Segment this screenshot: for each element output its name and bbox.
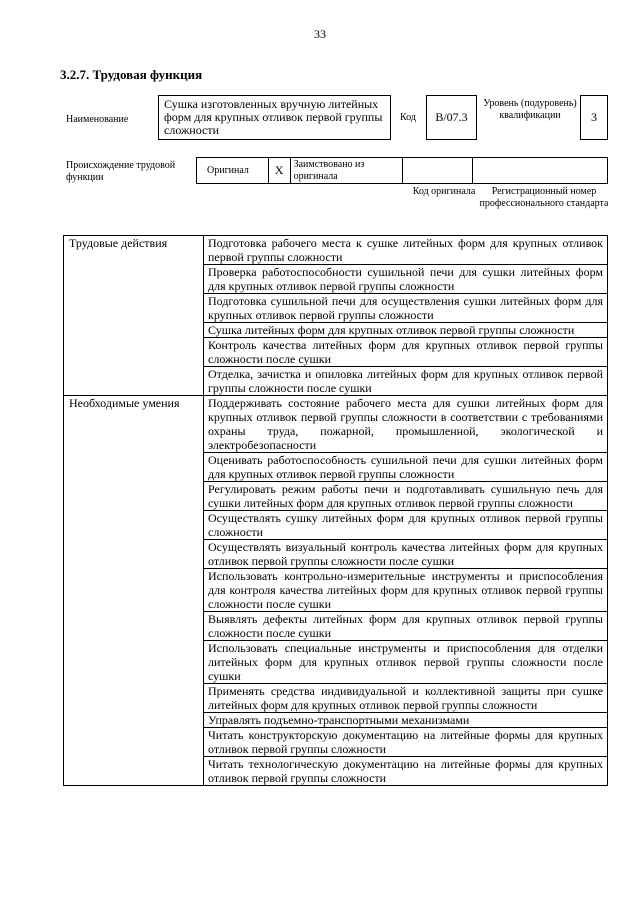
origin-row: [196, 157, 608, 184]
item-cell: Подготовка сушильной печи для осуществления сушки литейных форм для крупных отливок первой группы сложности: [204, 294, 608, 323]
item-cell: Поддерживать состояние рабочего места для сушки литейных форм для крупных отливок первой группы сложности в соответствии с требованиями охраны труда, пожарной, промышленной, экологической и электробезопасности: [204, 396, 608, 453]
registration-number-cell: [473, 158, 607, 183]
page-number: 33: [314, 27, 326, 41]
original-code-cell: [403, 158, 473, 183]
item-cell: Использовать контрольно-измерительные инструменты и приспособления для контроля качества литейных форм для крупных отливок первой группы сложности после сушки: [204, 569, 608, 612]
item-cell: Осуществлять визуальный контроль качества литейных форм для крупных отливок первой группы сложности после сушки: [204, 540, 608, 569]
table-row: [64, 236, 608, 265]
origin-label: Происхождение трудовой функции: [66, 160, 176, 183]
borrowed-label: Заимствовано из оригинала: [291, 158, 403, 183]
name-label: Наименование: [66, 114, 129, 125]
item-cell: Регулировать режим работы печи и подготавливать сушильную печь для сушки литейных форм для крупных отливок первой группы сложности: [204, 482, 608, 511]
code-label: Код: [400, 112, 416, 123]
item-cell: Оценивать работоспособность сушильной печи для сушки литейных форм для крупных отливок первой группы сложности: [204, 453, 608, 482]
category-cell: Необходимые умения: [64, 396, 204, 786]
item-cell: Управлять подъемно-транспортными механизмами: [204, 713, 608, 728]
item-cell: Проверка работоспособности сушильной печи для сушки литейных форм для крупных отливок первой группы сложности: [204, 265, 608, 294]
category-cell: Трудовые действия: [64, 236, 204, 396]
code-original-caption: Код оригинала: [412, 186, 476, 197]
item-cell: Читать конструкторскую документацию на литейные формы для крупных отливок первой группы сложности: [204, 728, 608, 757]
function-details-table: [63, 235, 608, 786]
item-cell: Применять средства индивидуальной и коллективной защиты при сушке литейных форм для крупных отливок первой группы сложности: [204, 684, 608, 713]
item-cell: Сушка литейных форм для крупных отливок первой группы сложности: [204, 323, 608, 338]
item-cell: Осуществлять сушку литейных форм для крупных отливок первой группы сложности: [204, 511, 608, 540]
table-row: [64, 396, 608, 453]
level-box: 3: [580, 95, 608, 140]
registration-number-caption: Регистрационный номер профессионального стандарта: [479, 186, 609, 209]
function-name-box: Сушка изготовленных вручную литейных форм для крупных отливок первой группы сложности: [158, 95, 391, 140]
item-cell: Использовать специальные инструменты и приспособления для отделки литейных форм для крупных отливок первой группы сложности после сушки: [204, 641, 608, 684]
section-title: 3.2.7. Трудовая функция: [60, 67, 203, 82]
item-cell: Контроль качества литейных форм для крупных отливок первой группы сложности после сушки: [204, 338, 608, 367]
level-label: Уровень (подуровень) квалификации: [483, 98, 577, 121]
item-cell: Выявлять дефекты литейных форм для крупных отливок первой группы сложности после сушки: [204, 612, 608, 641]
item-cell: Читать технологическую документацию на литейные формы для крупных отливок первой группы сложности: [204, 757, 608, 786]
item-cell: Отделка, зачистка и опиловка литейных форм для крупных отливок первой группы сложности после сушки: [204, 367, 608, 396]
code-box: B/07.3: [426, 95, 477, 140]
original-label: Оригинал: [197, 158, 269, 183]
original-mark: X: [269, 158, 291, 183]
item-cell: Подготовка рабочего места к сушке литейных форм для крупных отливок первой группы сложности: [204, 236, 608, 265]
